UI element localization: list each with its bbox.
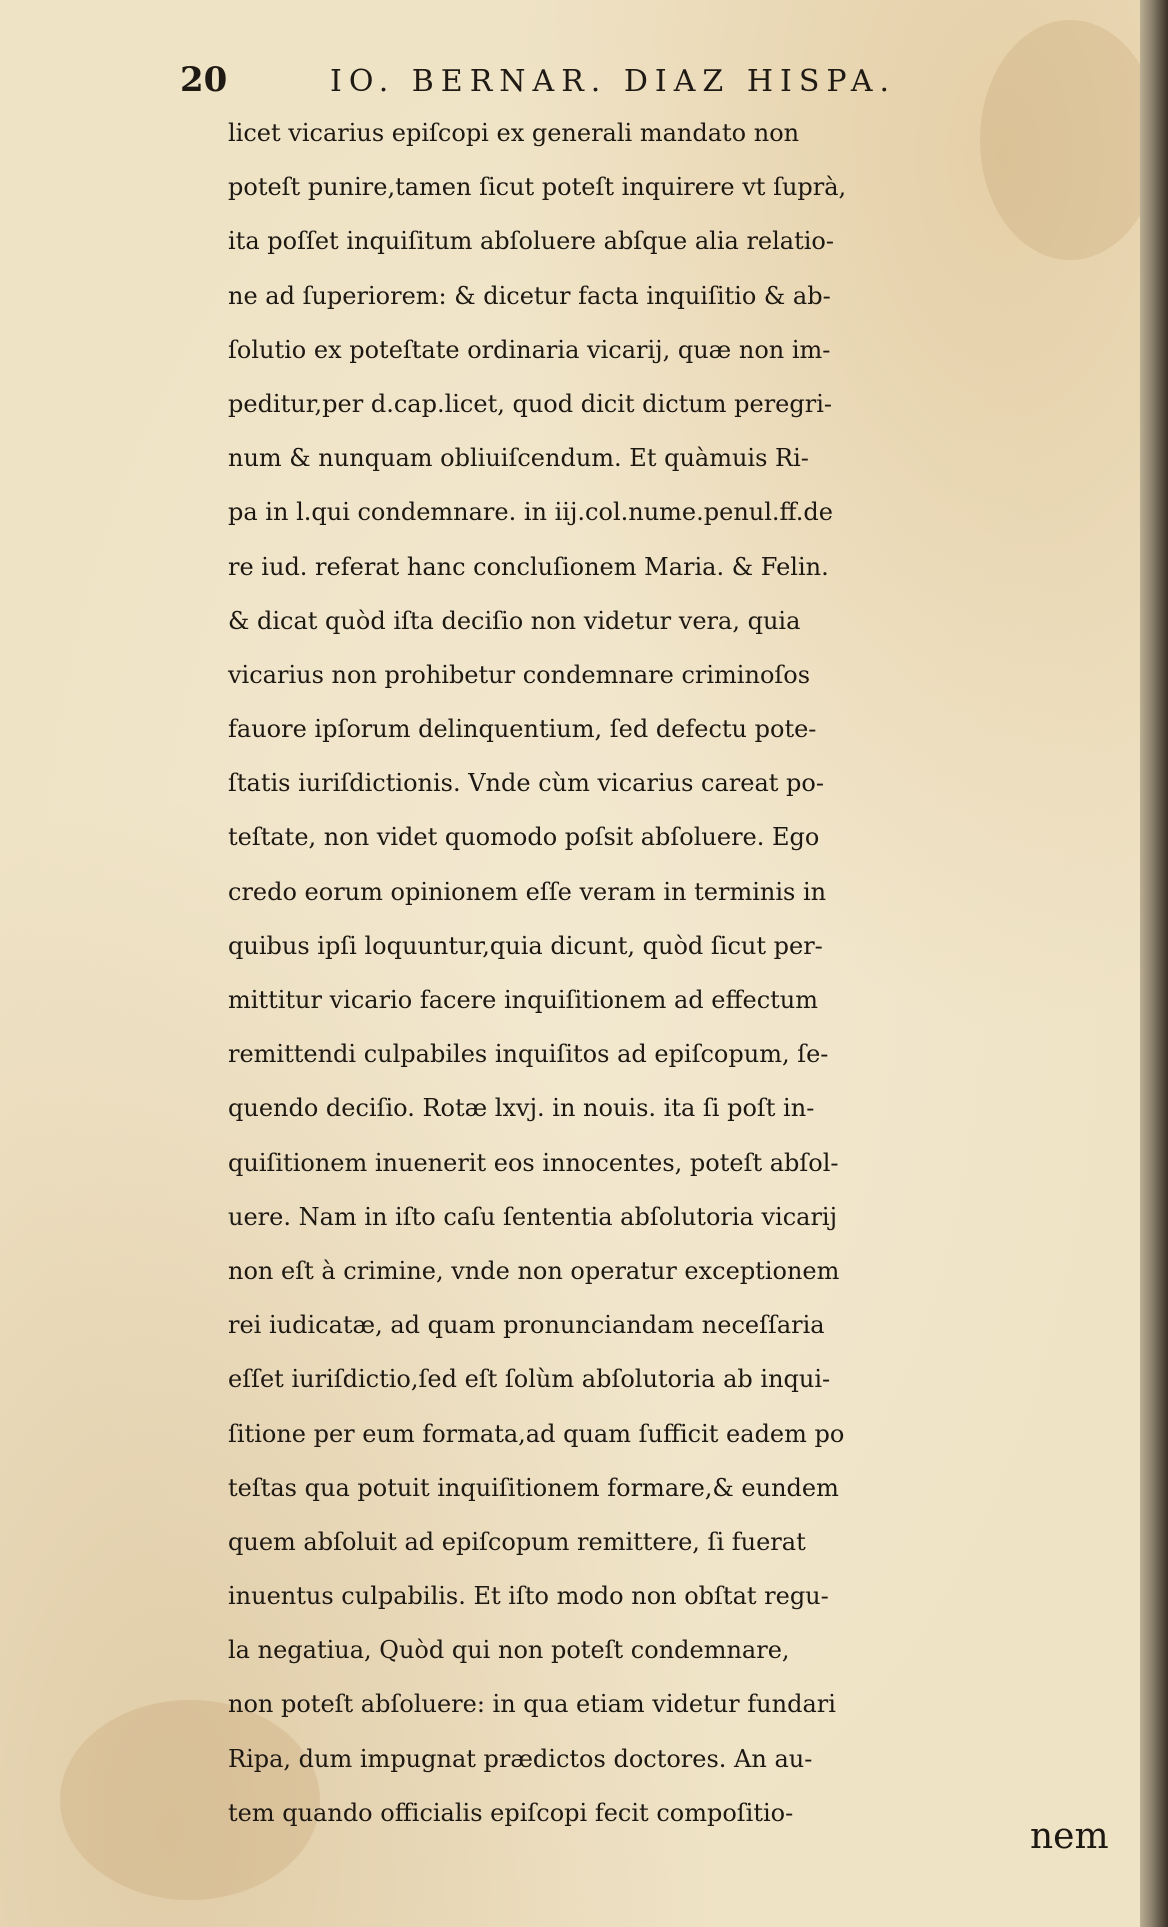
- text-line: ſitione per eum formata,ad quam ſufficit eadem po: [228, 1419, 845, 1448]
- text-line: quem abſoluit ad epiſcopum remittere, ſi fuerat: [228, 1527, 806, 1556]
- text-line: quiſitionem inuenerit eos innocentes, poteſt abſol-: [228, 1148, 839, 1177]
- text-line: non poteſt abſoluere: in qua etiam videtur fundari: [228, 1690, 836, 1719]
- text-line: teſtas qua potuit inquiſitionem formare,& eundem: [228, 1473, 839, 1502]
- text-line: ita poſſet inquiſitum abſoluere abſque alia relatio-: [228, 227, 834, 256]
- text-line: quendo deciſio. Rotæ lxvj. in nouis. ita ſi poſt in-: [228, 1094, 815, 1123]
- text-line: uere. Nam in iſto caſu ſententia abſolutoria vicarij: [228, 1202, 838, 1231]
- text-line: credo eorum opinionem eſſe veram in terminis in: [228, 877, 827, 906]
- text-line: tem quando officialis epiſcopi fecit compoſitio-: [228, 1798, 794, 1827]
- catchword: nem: [1030, 1816, 1109, 1857]
- text-line: inuentus culpabilis. Et iſto modo non obſtat regu-: [228, 1582, 829, 1611]
- text-line: num & nunquam obliuiſcendum. Et quàmuis Ri-: [228, 444, 809, 473]
- folio-number: 20: [180, 60, 228, 100]
- text-line: non eſt à crimine, vnde non operatur exceptionem: [228, 1256, 840, 1285]
- text-line: ne ad ſuperiorem: & dicetur facta inquiſitio & ab-: [228, 281, 831, 310]
- text-line: fauore ipſorum delinquentium, ſed defectu pote-: [228, 715, 817, 744]
- text-line: licet vicarius epiſcopi ex generali mandato non: [228, 119, 800, 147]
- text-line: eſſet iuriſdictio,ſed eſt ſolùm abſolutoria ab inqui-: [228, 1365, 831, 1394]
- text-line: & dicat quòd iſta deciſio non videtur vera, quia: [228, 606, 801, 635]
- text-line: pa in l.qui condemnare. in iij.col.nume.penul.ff.de: [228, 498, 833, 527]
- text-line: vicarius non prohibetur condemnare criminoſos: [228, 660, 811, 689]
- text-line: Ripa, dum impugnat prædictos doctores. An au-: [228, 1744, 813, 1773]
- page-header: [180, 60, 960, 110]
- text-line: mittitur vicario facere inquiſitionem ad effectum: [228, 986, 819, 1014]
- text-line: remittendi culpabiles inquiſitos ad epiſcopum, ſe-: [228, 1040, 829, 1069]
- text-line: ſolutio ex poteſtate ordinaria vicarij, quæ non im-: [228, 335, 831, 364]
- text-line: ſtatis iuriſdictionis. Vnde cùm vicarius careat po-: [228, 769, 824, 798]
- text-line: rei iudicatæ, ad quam pronunciandam neceſſaria: [228, 1311, 825, 1340]
- text-line: poteſt punire,tamen ſicut poteſt inquirere vt ſuprà,: [228, 173, 847, 202]
- text-line: quibus ipſi loquuntur,quia dicunt, quòd ſicut per-: [228, 931, 823, 960]
- body-text: [228, 106, 1140, 1840]
- text-line: la negatiua, Quòd qui non poteſt condemnare,: [228, 1636, 790, 1665]
- book-gutter: [1140, 0, 1168, 1927]
- text-line: re iud. referat hanc concluſionem Maria. & Felin.: [228, 552, 829, 581]
- text-line: peditur,per d.cap.licet, quod dicit dictum peregri-: [228, 389, 832, 418]
- text-line: teſtate, non videt quomodo poſsit abſoluere. Ego: [228, 823, 820, 852]
- running-title: IO. BERNAR. DIAZ HISPA.: [330, 64, 897, 99]
